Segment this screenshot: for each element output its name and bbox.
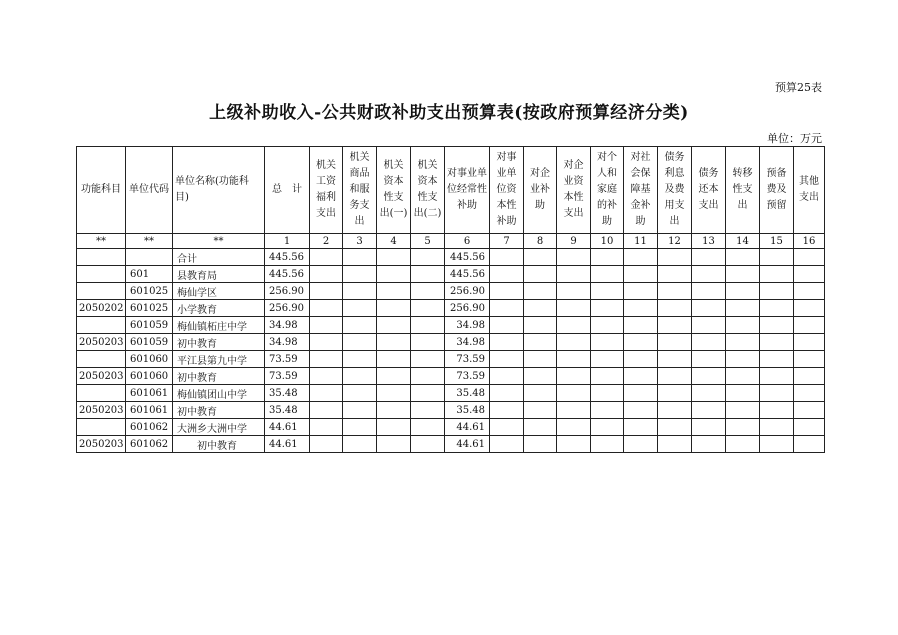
index-cell: 16 xyxy=(794,234,825,249)
document-number: 预算25表 xyxy=(775,81,822,94)
empty-cell xyxy=(524,334,557,351)
empty-cell xyxy=(726,317,760,334)
empty-cell xyxy=(794,402,825,419)
empty-cell xyxy=(490,249,524,266)
public-institution-subsidy-cell: 44.61 xyxy=(445,436,490,453)
budget-table xyxy=(76,146,825,453)
unit-name-cell: 初中教育 xyxy=(173,436,265,453)
empty-cell xyxy=(557,317,591,334)
empty-cell xyxy=(794,385,825,402)
empty-cell xyxy=(490,419,524,436)
empty-cell xyxy=(343,368,377,385)
index-cell: ** xyxy=(173,234,265,249)
empty-cell xyxy=(658,419,692,436)
function-code-cell xyxy=(77,385,126,402)
empty-cell xyxy=(310,368,343,385)
empty-cell xyxy=(343,385,377,402)
empty-cell xyxy=(310,317,343,334)
index-cell: 10 xyxy=(591,234,624,249)
empty-cell xyxy=(760,266,794,283)
function-code-cell: 2050202 xyxy=(77,300,126,317)
index-cell: 2 xyxy=(310,234,343,249)
empty-cell xyxy=(377,300,411,317)
empty-cell xyxy=(411,283,445,300)
unit-code-cell: 601059 xyxy=(126,317,173,334)
total-cell: 445.56 xyxy=(265,266,310,283)
empty-cell xyxy=(343,249,377,266)
empty-cell xyxy=(591,419,624,436)
empty-cell xyxy=(624,283,658,300)
index-cell: 13 xyxy=(692,234,726,249)
header-cell: 机关资本性支出(二) xyxy=(411,147,445,234)
empty-cell xyxy=(557,402,591,419)
index-cell: 15 xyxy=(760,234,794,249)
empty-cell xyxy=(794,283,825,300)
public-institution-subsidy-cell: 73.59 xyxy=(445,368,490,385)
header-cell: 对企业补助 xyxy=(524,147,557,234)
empty-cell xyxy=(760,283,794,300)
unit-name-cell: 梅仙镇团山中学 xyxy=(173,385,265,402)
empty-cell xyxy=(692,334,726,351)
empty-cell xyxy=(624,436,658,453)
table-row xyxy=(77,351,825,368)
table-row xyxy=(77,419,825,436)
empty-cell xyxy=(490,317,524,334)
empty-cell xyxy=(591,351,624,368)
empty-cell xyxy=(760,317,794,334)
public-institution-subsidy-cell: 44.61 xyxy=(445,419,490,436)
empty-cell xyxy=(411,419,445,436)
table-row xyxy=(77,368,825,385)
empty-cell xyxy=(794,300,825,317)
empty-cell xyxy=(343,283,377,300)
empty-cell xyxy=(377,249,411,266)
header-cell: 债务还本支出 xyxy=(692,147,726,234)
unit-code-cell: 601025 xyxy=(126,283,173,300)
public-institution-subsidy-cell: 256.90 xyxy=(445,283,490,300)
index-cell: 1 xyxy=(265,234,310,249)
function-code-cell: 2050203 xyxy=(77,368,126,385)
empty-cell xyxy=(377,266,411,283)
header-cell: 对事业单位资本性补助 xyxy=(490,147,524,234)
empty-cell xyxy=(760,351,794,368)
index-cell: 8 xyxy=(524,234,557,249)
unit-code-cell xyxy=(126,249,173,266)
empty-cell xyxy=(310,300,343,317)
unit-name-cell: 梅仙镇柘庄中学 xyxy=(173,317,265,334)
empty-cell xyxy=(658,317,692,334)
empty-cell xyxy=(310,266,343,283)
empty-cell xyxy=(624,249,658,266)
empty-cell xyxy=(692,436,726,453)
empty-cell xyxy=(343,334,377,351)
table-row xyxy=(77,436,825,453)
empty-cell xyxy=(726,436,760,453)
total-cell: 35.48 xyxy=(265,402,310,419)
empty-cell xyxy=(310,385,343,402)
empty-cell xyxy=(310,334,343,351)
table-row xyxy=(77,402,825,419)
function-code-cell xyxy=(77,249,126,266)
empty-cell xyxy=(794,249,825,266)
empty-cell xyxy=(490,300,524,317)
header-cell: 单位名称(功能科目) xyxy=(173,147,265,234)
index-cell: 5 xyxy=(411,234,445,249)
empty-cell xyxy=(490,402,524,419)
empty-cell xyxy=(490,436,524,453)
table-row xyxy=(77,334,825,351)
empty-cell xyxy=(624,402,658,419)
empty-cell xyxy=(411,300,445,317)
empty-cell xyxy=(557,249,591,266)
function-code-cell xyxy=(77,266,126,283)
empty-cell xyxy=(490,351,524,368)
empty-cell xyxy=(726,300,760,317)
empty-cell xyxy=(658,334,692,351)
unit-code-cell: 601060 xyxy=(126,368,173,385)
empty-cell xyxy=(794,419,825,436)
index-cell: 4 xyxy=(377,234,411,249)
empty-cell xyxy=(524,317,557,334)
empty-cell xyxy=(377,402,411,419)
empty-cell xyxy=(591,266,624,283)
empty-cell xyxy=(490,334,524,351)
empty-cell xyxy=(343,300,377,317)
empty-cell xyxy=(658,249,692,266)
empty-cell xyxy=(310,436,343,453)
empty-cell xyxy=(524,283,557,300)
empty-cell xyxy=(794,351,825,368)
empty-cell xyxy=(343,317,377,334)
empty-cell xyxy=(658,300,692,317)
empty-cell xyxy=(377,436,411,453)
public-institution-subsidy-cell: 35.48 xyxy=(445,402,490,419)
empty-cell xyxy=(624,419,658,436)
public-institution-subsidy-cell: 73.59 xyxy=(445,351,490,368)
index-cell: 7 xyxy=(490,234,524,249)
empty-cell xyxy=(377,317,411,334)
empty-cell xyxy=(377,334,411,351)
header-cell: 对社会保障基金补助 xyxy=(624,147,658,234)
empty-cell xyxy=(591,436,624,453)
total-cell: 44.61 xyxy=(265,436,310,453)
empty-cell xyxy=(411,266,445,283)
index-cell: 3 xyxy=(343,234,377,249)
function-code-cell xyxy=(77,283,126,300)
header-cell: 其他支出 xyxy=(794,147,825,234)
empty-cell xyxy=(377,385,411,402)
total-cell: 73.59 xyxy=(265,351,310,368)
empty-cell xyxy=(310,249,343,266)
empty-cell xyxy=(726,402,760,419)
empty-cell xyxy=(591,317,624,334)
empty-cell xyxy=(490,368,524,385)
empty-cell xyxy=(343,436,377,453)
empty-cell xyxy=(557,436,591,453)
total-cell: 35.48 xyxy=(265,385,310,402)
table-row xyxy=(77,385,825,402)
header-cell: 机关资本性支出(一) xyxy=(377,147,411,234)
empty-cell xyxy=(411,402,445,419)
unit-code-cell: 601061 xyxy=(126,402,173,419)
empty-cell xyxy=(726,249,760,266)
function-code-cell: 2050203 xyxy=(77,334,126,351)
empty-cell xyxy=(557,283,591,300)
index-cell: ** xyxy=(126,234,173,249)
empty-cell xyxy=(624,351,658,368)
empty-cell xyxy=(726,385,760,402)
header-cell: 功能科目 xyxy=(77,147,126,234)
empty-cell xyxy=(624,317,658,334)
function-code-cell: 2050203 xyxy=(77,402,126,419)
empty-cell xyxy=(794,266,825,283)
empty-cell xyxy=(343,266,377,283)
empty-cell xyxy=(524,266,557,283)
empty-cell xyxy=(692,266,726,283)
function-code-cell xyxy=(77,317,126,334)
unit-name-cell: 初中教育 xyxy=(173,368,265,385)
empty-cell xyxy=(411,249,445,266)
empty-cell xyxy=(524,351,557,368)
function-code-cell: 2050203 xyxy=(77,436,126,453)
empty-cell xyxy=(760,385,794,402)
empty-cell xyxy=(524,402,557,419)
table-row xyxy=(77,249,825,266)
index-cell: 9 xyxy=(557,234,591,249)
empty-cell xyxy=(591,283,624,300)
header-cell: 对企业资本性支出 xyxy=(557,147,591,234)
empty-cell xyxy=(591,385,624,402)
empty-cell xyxy=(411,436,445,453)
empty-cell xyxy=(377,283,411,300)
empty-cell xyxy=(591,249,624,266)
empty-cell xyxy=(591,334,624,351)
unit-name-cell: 大洲乡大洲中学 xyxy=(173,419,265,436)
empty-cell xyxy=(591,402,624,419)
empty-cell xyxy=(794,368,825,385)
empty-cell xyxy=(411,351,445,368)
unit-name-cell: 县教育局 xyxy=(173,266,265,283)
empty-cell xyxy=(760,249,794,266)
empty-cell xyxy=(760,402,794,419)
empty-cell xyxy=(692,402,726,419)
empty-cell xyxy=(490,266,524,283)
empty-cell xyxy=(760,334,794,351)
header-cell: 对事业单位经常性补助 xyxy=(445,147,490,234)
table-row xyxy=(77,283,825,300)
empty-cell xyxy=(692,385,726,402)
header-cell: 单位代码 xyxy=(126,147,173,234)
table-row xyxy=(77,300,825,317)
index-cell: 11 xyxy=(624,234,658,249)
unit-code-cell: 601062 xyxy=(126,436,173,453)
empty-cell xyxy=(692,317,726,334)
empty-cell xyxy=(591,368,624,385)
empty-cell xyxy=(490,283,524,300)
total-cell: 34.98 xyxy=(265,334,310,351)
index-cell: 14 xyxy=(726,234,760,249)
empty-cell xyxy=(411,385,445,402)
empty-cell xyxy=(524,368,557,385)
page-title: 上级补助收入-公共财政补助支出预算表(按政府预算经济分类) xyxy=(209,103,689,123)
header-cell: 债务利息及费用支出 xyxy=(658,147,692,234)
empty-cell xyxy=(692,368,726,385)
total-cell: 256.90 xyxy=(265,300,310,317)
unit-name-cell: 初中教育 xyxy=(173,334,265,351)
empty-cell xyxy=(726,351,760,368)
empty-cell xyxy=(726,419,760,436)
empty-cell xyxy=(692,300,726,317)
empty-cell xyxy=(524,249,557,266)
empty-cell xyxy=(490,385,524,402)
empty-cell xyxy=(692,351,726,368)
empty-cell xyxy=(310,419,343,436)
empty-cell xyxy=(377,368,411,385)
total-cell: 73.59 xyxy=(265,368,310,385)
public-institution-subsidy-cell: 34.98 xyxy=(445,317,490,334)
empty-cell xyxy=(658,436,692,453)
table-body xyxy=(77,249,825,453)
unit-code-cell: 601061 xyxy=(126,385,173,402)
empty-cell xyxy=(624,385,658,402)
table-row xyxy=(77,317,825,334)
empty-cell xyxy=(310,402,343,419)
empty-cell xyxy=(794,436,825,453)
empty-cell xyxy=(726,334,760,351)
empty-cell xyxy=(658,283,692,300)
total-cell: 34.98 xyxy=(265,317,310,334)
empty-cell xyxy=(524,300,557,317)
public-institution-subsidy-cell: 256.90 xyxy=(445,300,490,317)
total-cell: 256.90 xyxy=(265,283,310,300)
empty-cell xyxy=(524,419,557,436)
header-cell: 预备费及预留 xyxy=(760,147,794,234)
public-institution-subsidy-cell: 34.98 xyxy=(445,334,490,351)
empty-cell xyxy=(557,266,591,283)
unit-name-cell: 初中教育 xyxy=(173,402,265,419)
empty-cell xyxy=(794,334,825,351)
empty-cell xyxy=(557,351,591,368)
empty-cell xyxy=(557,368,591,385)
total-cell: 44.61 xyxy=(265,419,310,436)
empty-cell xyxy=(658,351,692,368)
empty-cell xyxy=(557,300,591,317)
empty-cell xyxy=(658,402,692,419)
empty-cell xyxy=(411,368,445,385)
unit-name-cell: 平江县第九中学 xyxy=(173,351,265,368)
empty-cell xyxy=(343,419,377,436)
empty-cell xyxy=(591,300,624,317)
public-institution-subsidy-cell: 35.48 xyxy=(445,385,490,402)
empty-cell xyxy=(557,419,591,436)
public-institution-subsidy-cell: 445.56 xyxy=(445,249,490,266)
unit-name-cell: 合计 xyxy=(173,249,265,266)
empty-cell xyxy=(692,283,726,300)
total-cell: 445.56 xyxy=(265,249,310,266)
empty-cell xyxy=(343,402,377,419)
empty-cell xyxy=(692,249,726,266)
header-cell: 转移性支出 xyxy=(726,147,760,234)
empty-cell xyxy=(377,419,411,436)
empty-cell xyxy=(624,266,658,283)
unit-code-cell: 601025 xyxy=(126,300,173,317)
empty-cell xyxy=(760,436,794,453)
function-code-cell xyxy=(77,351,126,368)
empty-cell xyxy=(692,419,726,436)
public-institution-subsidy-cell: 445.56 xyxy=(445,266,490,283)
empty-cell xyxy=(411,317,445,334)
empty-cell xyxy=(726,283,760,300)
unit-code-cell: 601 xyxy=(126,266,173,283)
empty-cell xyxy=(760,300,794,317)
empty-cell xyxy=(411,334,445,351)
empty-cell xyxy=(760,368,794,385)
empty-cell xyxy=(557,385,591,402)
empty-cell xyxy=(658,368,692,385)
function-code-cell xyxy=(77,419,126,436)
index-row xyxy=(77,234,825,249)
empty-cell xyxy=(557,334,591,351)
unit-name-cell: 小学教育 xyxy=(173,300,265,317)
unit-code-cell: 601059 xyxy=(126,334,173,351)
index-cell: 6 xyxy=(445,234,490,249)
empty-cell xyxy=(524,385,557,402)
empty-cell xyxy=(377,351,411,368)
empty-cell xyxy=(310,283,343,300)
empty-cell xyxy=(658,266,692,283)
header-cell: 总 计 xyxy=(265,147,310,234)
empty-cell xyxy=(726,266,760,283)
empty-cell xyxy=(658,385,692,402)
header-cell: 对个人和家庭的补助 xyxy=(591,147,624,234)
empty-cell xyxy=(310,351,343,368)
empty-cell xyxy=(726,368,760,385)
index-cell: ** xyxy=(77,234,126,249)
empty-cell xyxy=(760,419,794,436)
header-cell: 机关工资福利支出 xyxy=(310,147,343,234)
unit-code-cell: 601062 xyxy=(126,419,173,436)
empty-cell xyxy=(524,436,557,453)
empty-cell xyxy=(794,317,825,334)
index-cell: 12 xyxy=(658,234,692,249)
table-row xyxy=(77,266,825,283)
empty-cell xyxy=(624,368,658,385)
header-row xyxy=(77,147,825,234)
unit-code-cell: 601060 xyxy=(126,351,173,368)
unit-name-cell: 梅仙学区 xyxy=(173,283,265,300)
empty-cell xyxy=(624,300,658,317)
empty-cell xyxy=(343,351,377,368)
empty-cell xyxy=(624,334,658,351)
header-cell: 机关商品和服务支出 xyxy=(343,147,377,234)
unit-label: 单位：万元 xyxy=(767,132,822,145)
